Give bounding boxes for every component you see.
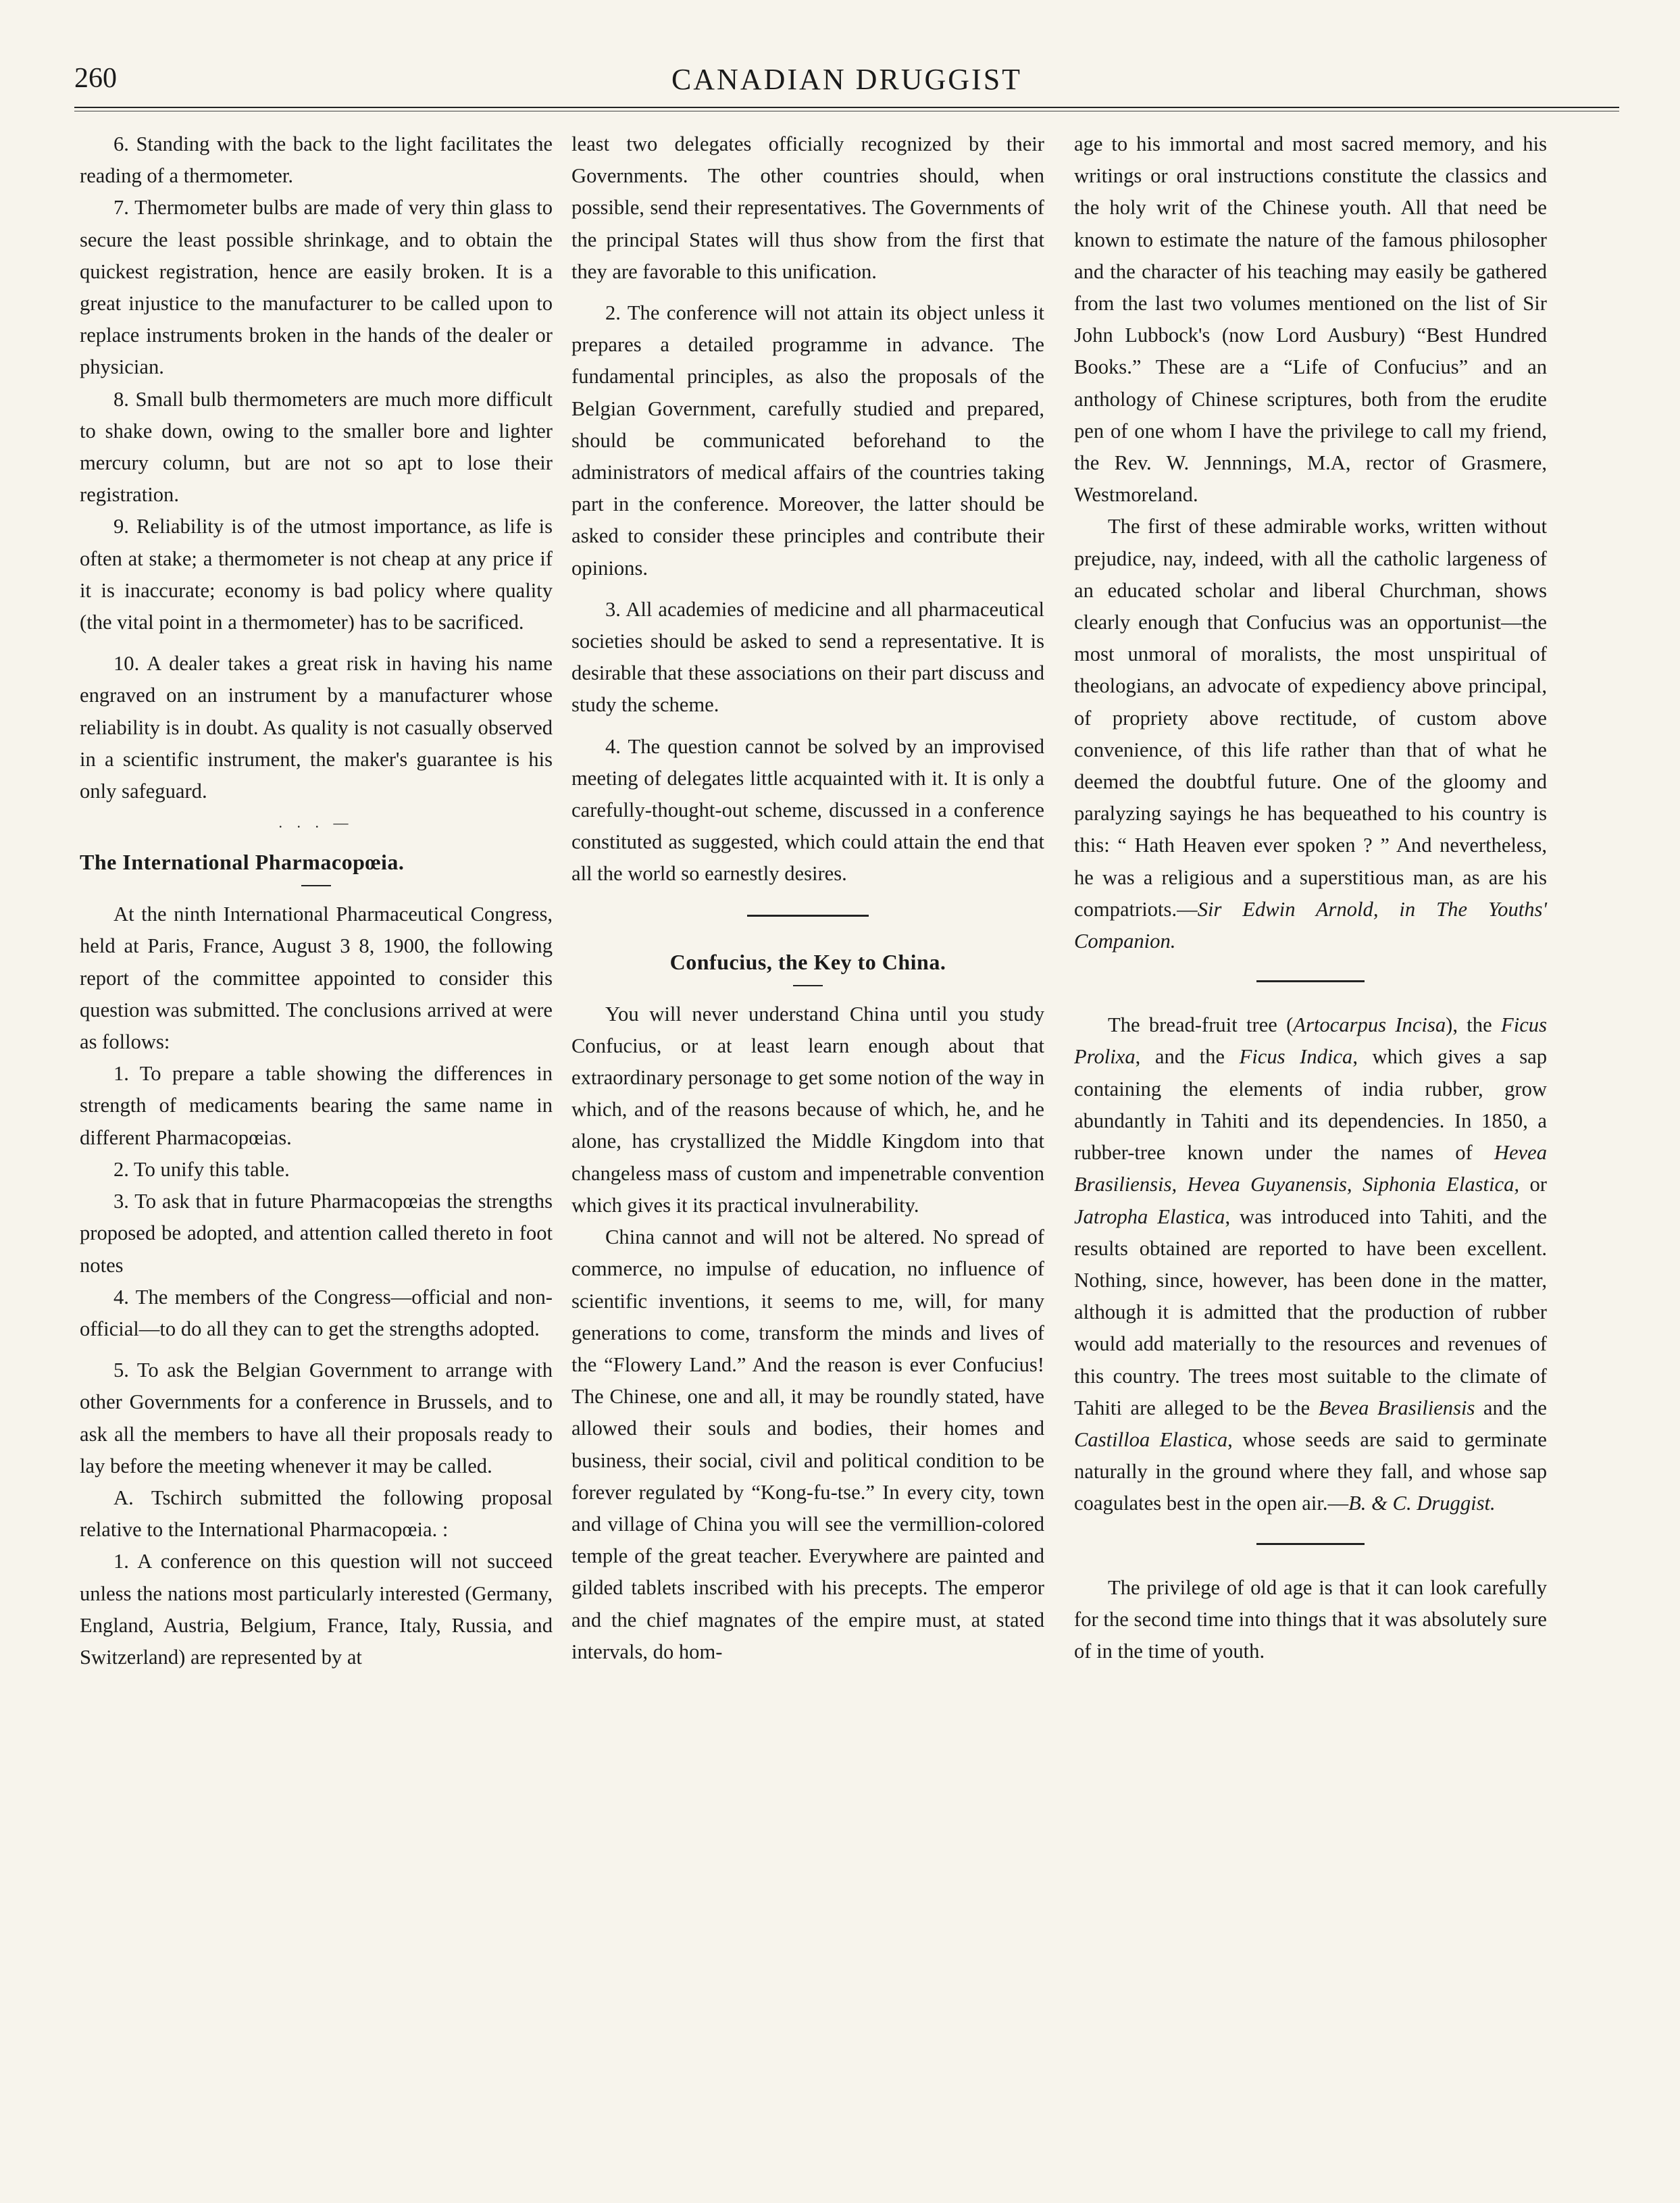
paragraph: 7. Thermometer bulbs are made of very thin glass to secure the least possible shrinkage, and to obtain the quickest registration, hence are easily broken. It is a great injustice to the manufacturer to be called upon to replace instruments broken in the hands of the dealer or physician. bbox=[80, 196, 553, 379]
paragraph: 3. All academies of medicine and all pharmaceutical societies should be asked to send a representative. It is desirable that these associations on their part discuss and study the scheme. bbox=[571, 597, 1044, 717]
species-name: Ficus Prolixa bbox=[1074, 1013, 1547, 1069]
text-run: or bbox=[1519, 1173, 1547, 1196]
paragraph bbox=[1074, 511, 1547, 957]
paragraph bbox=[1074, 1009, 1547, 1519]
attribution: B. & C. Druggist. bbox=[1348, 1492, 1496, 1515]
section-divider: . . . — bbox=[278, 814, 354, 832]
species-name: Jatropha Elastica bbox=[1074, 1205, 1225, 1228]
paragraph: 4. The question cannot be solved by an improvised meeting of delegates little acquainted with it. It is only a carefully-thought-out scheme, discussed in a conference constituted as suggested, which could attain the end that all the world so earnestly desires. bbox=[571, 734, 1044, 886]
paragraph: 2. The conference will not attain its object unless it prepares a detailed programme in advance. The fundamental principles, as also the proposals of the Belgian Government, carefully studied and prepared, should be communicated beforehand to the administrators of medical affairs of the countries taking part in the conference. Moreover, the latter should be asked to consider these principles and contribute their opinions. bbox=[571, 301, 1044, 580]
species-name: Hevea Brasiliensis, Hevea Guyanensis, Siphonia Elastica, bbox=[1074, 1141, 1547, 1196]
section-separator bbox=[1256, 1543, 1365, 1545]
header-rule bbox=[74, 107, 1619, 108]
text-run: The bread-fruit tree ( bbox=[1108, 1013, 1294, 1037]
text-run: , whose seeds are said to germinate naturally in the ground where they fall, and whose sap coagulates best in the open air.— bbox=[1074, 1427, 1547, 1515]
text-run: , and the bbox=[1135, 1045, 1240, 1069]
paragraph: age to his immortal and most sacred memory, and his writings or oral instructions constitute the classics and the holy writ of the Chinese youth. All that need be known to estimate the nature of the famous philosopher and the character of his teaching may easily be gathered from the last two volumes mentioned on the list of Sir John Lubbock's (now Lord Ausbury) “Best Hundred Books.” These are a “Life of Confucius” and an anthology of Chinese scriptures, both from the erudite pen of one whom I have the privilege to call my friend, the Rev. W. Jennnings, M.A, rector of Grasmere, Westmoreland. bbox=[1074, 132, 1547, 507]
paragraph: 5. To ask the Belgian Government to arrange with other Governments for a conference in Brussels, and to ask all the members to have all their proposals ready to lay before the meeting whenever it may be called. bbox=[80, 1359, 553, 1477]
species-name: Artocarpus Incisa bbox=[1293, 1013, 1446, 1037]
article-heading: The International Pharmacopœia. bbox=[80, 850, 405, 875]
species-name: Castilloa Elastica bbox=[1074, 1427, 1228, 1451]
paragraph: 1. A conference on this question will not succeed unless the nations most particularly interested (Germany, England, Austria, Belgium, France, Italy, Russia, and Switzerland) are represented by at bbox=[80, 1550, 553, 1669]
paragraph: 2. To unify this table. bbox=[113, 1157, 290, 1181]
section-separator bbox=[747, 915, 869, 917]
column-2 bbox=[571, 128, 1044, 1668]
species-name: Bevea Brasiliensis bbox=[1318, 1396, 1475, 1419]
paragraph: You will never understand China until you study Confucius, or at least learn enough about that extraordinary personage to get some notion of the way in which, and of the reasons because of which, he, and he alone, has crystallized the Middle Kingdom into that changeless mass of custom and impenetrable convention which gives it its practical invulnerability. bbox=[571, 1002, 1044, 1217]
column-1 bbox=[80, 128, 553, 1673]
paragraph: 10. A dealer takes a great risk in having his name engraved on an instrument by a manufacturer whose reliability is in doubt. As quality is not casually observed in a scientific instrument, the maker's guarantee is his only safeguard. bbox=[80, 652, 553, 803]
text-run: ), the bbox=[1446, 1013, 1502, 1037]
paragraph: 3. To ask that in future Pharmacopœias the strengths proposed be adopted, and attention called thereto in foot notes bbox=[80, 1190, 553, 1277]
paragraph: 4. The members of the Congress—official and non-official—to do all they can to get the strengths adopted. bbox=[80, 1285, 553, 1340]
species-name: Ficus Indica bbox=[1239, 1045, 1353, 1069]
paragraph-text: The first of these admirable works, written without prejudice, nay, indeed, with all the catholic largeness of an educated scholar and liberal Churchman, shows clearly enough that Confucius was an opportunist—the most unmoral of moralists, the most unspiritual of theologians, an advocate of expediency above principal, of propriety above rectitude, of custom above convenience, of this life rather than that of what he deemed the doubtful future. One of the gloomy and paralyzing sayings he has bequeathed to his country is this: “ Hath Heaven ever spoken ? ” And nevertheless, he was a religious and a superstitious man, as are his compatriots.— bbox=[1074, 515, 1547, 921]
page-number: 260 bbox=[74, 63, 117, 94]
paragraph: 1. To prepare a table showing the differences in strength of medicaments bearing the same name in different Pharmacopœias. bbox=[80, 1062, 553, 1149]
column-3 bbox=[1074, 128, 1547, 1667]
text-run: , was introduced into Tahiti, and the results obtained are reported to have been excellent. Nothing, since, however, has been done in the matter, although it is admitted that the production of rubber would add materially to the resources and revenues of this country. The trees most suitable to the climate of Tahiti are alleged to be the bbox=[1074, 1205, 1547, 1419]
page-header bbox=[74, 62, 1619, 103]
text-run: and the bbox=[1475, 1396, 1547, 1419]
paragraph: 9. Reliability is of the utmost importance, as life is often at stake; a thermometer is not cheap at any price if it is inaccurate; economy is bad policy where quality (the vital point in a thermometer) has to be sacrificed. bbox=[80, 515, 553, 634]
attribution: Sir Edwin Arnold, in The Youths' Companion. bbox=[1074, 897, 1547, 953]
paragraph: China cannot and will not be altered. No spread of commerce, no impulse of education, no influence of scientific inventions, it seems to me, will, for many generations to come, transform the minds and lives of the “Flowery Land.” And the reason is ever Confucius! The Chinese, one and all, it may be roundly stated, have allowed their souls and bodies, their homes and business, their social, civil and political condition to be forever regulated by “Kong-fu-tse.” In every city, town and village of China you will see the vermillion-colored temple of the great teacher. Everywhere are painted and gilded tablets inscribed with his precepts. The emperor and the chief magnates of the empire must, at stated intervals, do hom- bbox=[571, 1225, 1044, 1663]
paragraph: A. Tschirch submitted the following proposal relative to the International Pharmacopœia. : bbox=[80, 1486, 553, 1542]
paragraph: least two delegates officially recognized by their Governments. The other countries should, when possible, send their representatives. The Governments of the principal States will thus show from the first that they are favorable to this unification. bbox=[571, 132, 1044, 283]
journal-title: CANADIAN DRUGGIST bbox=[671, 63, 1023, 96]
paragraph: At the ninth International Pharmaceutical Congress, held at Paris, France, August 3 8, 1900, the following report of the committee appointed to consider this question was submitted. The conclusions arrived at were as follows: bbox=[80, 903, 553, 1054]
heading-dash bbox=[793, 985, 823, 986]
section-separator bbox=[1256, 980, 1365, 982]
paragraph: 8. Small bulb thermometers are much more difficult to shake down, owing to the smaller bore and lighter mercury column, but are not so apt to lose their registration. bbox=[80, 387, 553, 507]
article-heading: Confucius, the Key to China. bbox=[669, 949, 946, 974]
paragraph: The privilege of old age is that it can look carefully for the second time into things that it was absolutely sure of in the time of youth. bbox=[1074, 1575, 1547, 1663]
paragraph: 6. Standing with the back to the light facilitates the reading of a thermometer. bbox=[80, 132, 553, 188]
heading-dash bbox=[301, 885, 331, 886]
text-run: , which gives a sap containing the elements of india rubber, grow abundantly in Tahiti and its dependencies. In 1850, a rubber-tree known under the names of bbox=[1074, 1045, 1547, 1165]
